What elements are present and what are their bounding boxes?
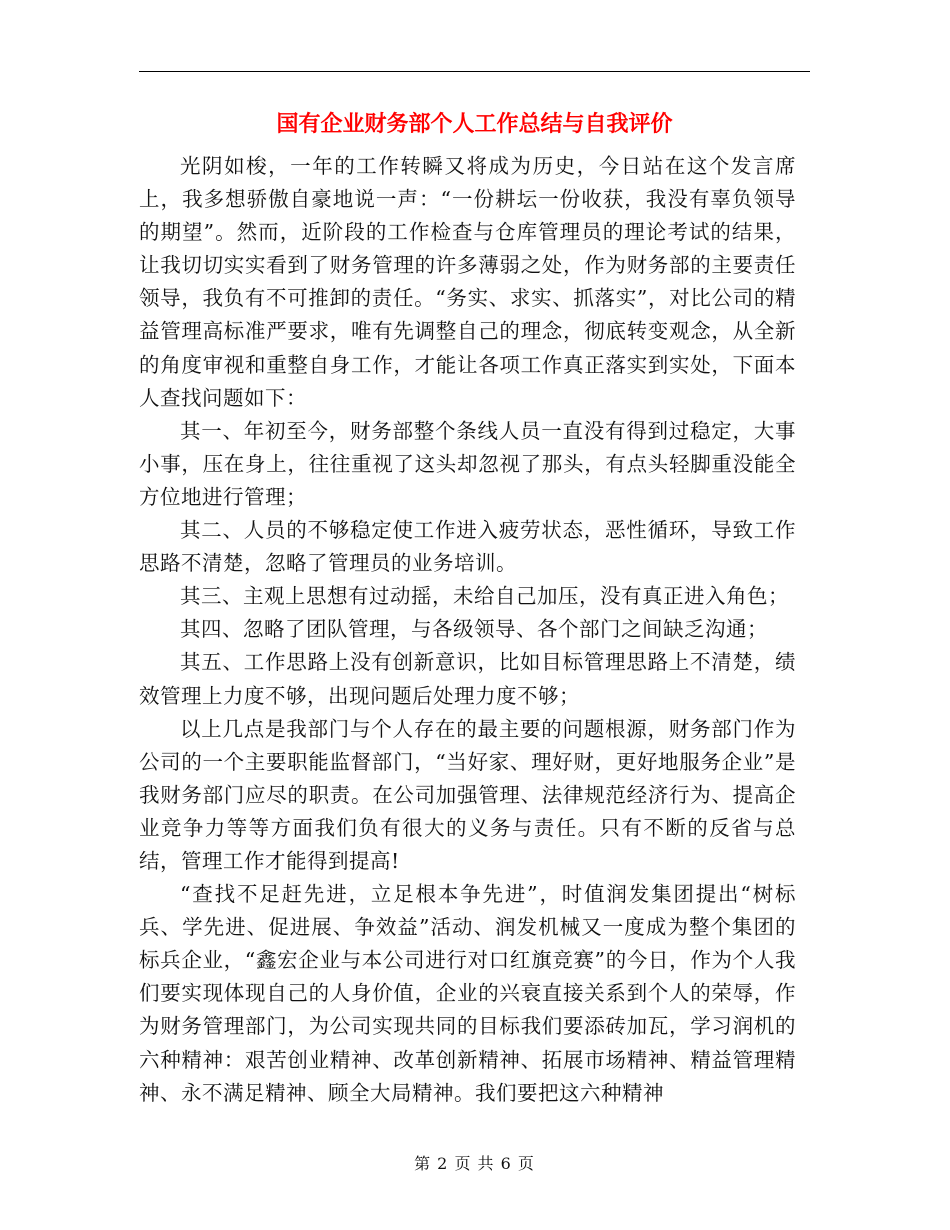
paragraph-issue-5: 其五、工作思路上没有创新意识，比如目标管理思路上不清楚，绩效管理上力度不够，出现问题后处理力度不够； xyxy=(139,650,796,708)
paragraph-summary: 以上几点是我部门与个人存在的最主要的问题根源，财务部门作为公司的一个主要职能监督部门，“当好家、理好财，更好地服务企业”是我财务部门应尽的职责。在公司加强管理、法律规范经济行为、提高企业竞争力等等方面我们负有很大的义务与责任。只有不断的反省与总结，管理工作才能得到提高! xyxy=(139,716,796,873)
paragraph-issue-1: 其一、年初至今，财务部整个条线人员一直没有得到过稳定，大事小事，压在身上，往往重视了这头却忽视了那头，有点头轻脚重没能全方位地进行管理； xyxy=(139,418,796,509)
paragraph-issue-3: 其三、主观上思想有过动摇，未给自己加压，没有真正进入角色； xyxy=(180,584,789,609)
paragraph-intro: 光阴如梭，一年的工作转瞬又将成为历史，今日站在这个发言席上，我多想骄傲自豪地说一声：“一份耕坛一份收获，我没有辜负领导的期望”。然而，近阶段的工作检查与仓库管理员的理论考试的结果，让我切切实实看到了财务管理的许多薄弱之处，作为财务部的主要责任领导，我负有不可推卸的责任。“务实、求实、抓落实”，对比公司的精益管理高标准严要求，唯有先调整自己的理念，彻底转变观念，从全新的角度审视和重整自身工作，才能让各项工作真正落实到实处，下面本人查找问题如下： xyxy=(139,154,796,410)
paragraph-six-spirits: “查找不足赶先进，立足根本争先进”，时值润发集团提出“树标兵、学先进、促进展、争效益”活动、润发机械又一度成为整个集团的标兵企业，“鑫宏企业与本公司进行对口红旗竞赛”的今日，作为个人我们要实现体现自己的人身价值，企业的兴衰直接关系到个人的荣辱，作为财务管理部门，为公司实现共同的目标我们要添砖加瓦，学习润机的六种精神：艰苦创业精神、改革创新精神、拓展市场精神、精益管理精神、永不满足精神、顾全大局精神。我们要把这六种精神 xyxy=(139,882,796,1105)
paragraph-issue-2: 其二、人员的不够稳定使工作进入疲劳状态，恶性循环，导致工作思路不清楚，忽略了管理员的业务培训。 xyxy=(139,518,796,576)
header-rule xyxy=(139,71,810,72)
paragraph-issue-4: 其四、忽略了团队管理，与各级领导、各个部门之间缺乏沟通； xyxy=(180,617,768,642)
document-body xyxy=(139,150,796,1110)
page-number: 第 2 页 共 6 页 xyxy=(414,1154,535,1173)
document-title: 国有企业财务部个人工作总结与自我评价 xyxy=(276,112,673,137)
